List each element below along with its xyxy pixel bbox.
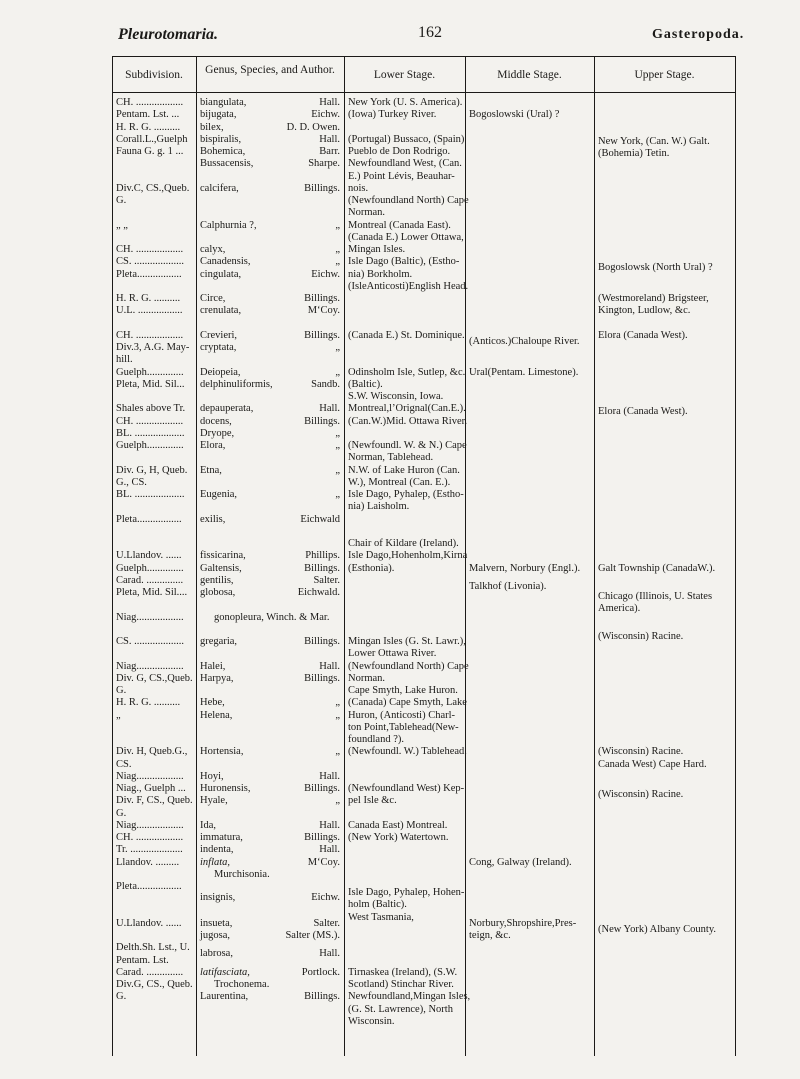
subdivision-entry: Niag.................. <box>116 611 184 623</box>
middle-stage-entry: Talkhof (Livonia). <box>469 580 547 592</box>
species-name: exilis, <box>200 513 226 525</box>
middle-stage-entry: Norbury,Shropshire,Pres- <box>469 917 577 929</box>
lower-stage-entry: (Newfoundl. W.) Tablehead. <box>348 746 467 758</box>
page-header <box>0 0 800 56</box>
species-entry <box>200 109 340 121</box>
lower-stage-entry: (Newfoundland North) Cape <box>348 195 469 206</box>
species-entry <box>200 183 340 195</box>
subdivision-entry: U.L. ................. <box>116 305 183 317</box>
lower-stage-entry: (Can.W.)Mid. Ottawa River. <box>348 415 468 427</box>
lower-stage-entry: S.W. Wisconsin, Iowa. <box>348 391 444 402</box>
subdivision-entry: G. <box>116 685 127 696</box>
table-left-rule <box>112 56 113 1056</box>
subdivision-entry: Pleta................. <box>116 268 182 280</box>
subdivision-entry: Niag.................. <box>116 819 184 831</box>
species-author: Hall. <box>319 660 340 672</box>
species-author: Billings. <box>304 562 340 574</box>
subdivision-entry: „ <box>116 709 121 721</box>
subdivision-entry: H. R. G. .......... <box>116 697 181 709</box>
species-entry <box>200 844 340 856</box>
species-table <box>112 56 736 1056</box>
subdivision-entry: Pleta................. <box>116 513 182 525</box>
subdivision-entry: Pentam. Lst. ... <box>116 109 180 121</box>
species-entry <box>200 832 340 844</box>
species-entry <box>200 869 340 881</box>
species-name: Hortensia, <box>200 746 244 758</box>
species-entry <box>200 636 340 648</box>
species-entry <box>200 122 340 134</box>
species-name: Bohemica, <box>200 146 246 157</box>
lower-stage-entry: (Newfoundland West) Kep- <box>348 783 465 794</box>
species-author: „ <box>335 464 340 476</box>
lower-stage-entry: Cape Smyth, Lake Huron. <box>348 685 458 696</box>
lower-stage-entry: Wisconsin. <box>348 1015 395 1027</box>
species-entry <box>200 612 340 624</box>
species-entry <box>200 489 340 501</box>
species-author: „ <box>335 256 340 268</box>
species-name: inflata, <box>200 856 231 868</box>
upper-stage-entry: Elora (Canada West). <box>598 405 688 417</box>
upper-stage-entry: Canada West) Cape Hard. <box>598 758 707 770</box>
species-entry <box>200 146 340 158</box>
species-entry <box>200 305 340 317</box>
species-name: latifasciata, <box>200 966 250 978</box>
lower-stage-entry: (Baltic). <box>348 378 383 390</box>
species-entry <box>200 465 340 477</box>
subdivision-entry: Div. G, H, Queb. <box>116 464 188 476</box>
species-entry <box>200 428 340 440</box>
species-name: Halei, <box>200 660 226 672</box>
species-author: Phillips. <box>305 550 340 562</box>
col-rule-2 <box>344 56 345 1056</box>
subdivision-entry: CH. .................. <box>116 97 184 108</box>
col-rule-1 <box>196 56 197 1056</box>
lower-stage-entry: (Portugal) Bussaco, (Spain) <box>348 133 465 145</box>
species-entry <box>200 220 340 232</box>
species-entry <box>200 379 340 391</box>
subdivision-entry: BL. ................... <box>116 489 185 500</box>
lower-stage-entry: (IsleAnticosti)English Head. <box>348 280 469 292</box>
upper-stage-entry: (Wisconsin) Racine. <box>598 746 684 758</box>
lower-stage-entry: pel Isle &c. <box>348 795 397 807</box>
species-author: „ <box>335 366 340 378</box>
lower-stage-entry: nia) Borkholm. <box>348 268 413 280</box>
lower-stage-entry: (Iowa) Turkey River. <box>348 109 437 121</box>
species-author: Eichw. <box>311 892 340 904</box>
species-entry <box>200 269 340 281</box>
species-author: Billings. <box>304 991 340 1003</box>
lower-stage-entry: N.W. of Lake Huron (Can. <box>348 464 460 476</box>
species-name: Hebe, <box>200 697 225 709</box>
subdivision-entry: G., CS. <box>116 476 147 488</box>
upper-stage-entry: New York, (Can. W.) Galt. <box>598 136 710 148</box>
table-right-rule <box>735 56 736 1056</box>
species-author: Salter (MS.). <box>285 930 340 941</box>
species-entry <box>200 771 340 783</box>
species-entry <box>200 575 340 587</box>
lower-stage-entry: West Tasmania, <box>348 911 414 923</box>
species-author: Billings. <box>304 182 340 194</box>
subdivision-entry: „ „ <box>116 219 128 231</box>
lower-stage-entry: Lower Ottawa River. <box>348 648 437 660</box>
subdivision-entry: CH. .................. <box>116 832 184 843</box>
species-name: Eugenia, <box>200 489 238 500</box>
lower-stage-entry: Chair of Kildare (Ireland). <box>348 538 459 549</box>
species-author: „ <box>335 342 340 353</box>
species-entry <box>200 416 340 428</box>
species-entry <box>200 979 340 991</box>
species-author: Hall. <box>319 403 340 415</box>
species-author: „ <box>335 709 340 721</box>
subdivision-entry: Carad. .............. <box>116 966 184 978</box>
lower-stage-entry: (New York) Watertown. <box>348 832 449 843</box>
species-entry <box>200 342 340 354</box>
lower-stage-entry: Isle Dago (Baltic), (Estho- <box>348 256 460 268</box>
lower-stage-entry: Newfoundland West, (Can. <box>348 158 462 170</box>
species-entry <box>200 440 340 452</box>
species-entry <box>200 97 340 109</box>
species-author: „ <box>335 244 340 255</box>
lower-stage-entry: (Canada E.) St. Dominique. <box>348 329 465 341</box>
col-header-middle: Middle Stage. <box>497 69 562 81</box>
upper-stage-entry: (Wisconsin) Racine. <box>598 789 684 801</box>
lower-stage-entry: Tirnaskea (Ireland), (S.W. <box>348 966 458 978</box>
upper-stage-entry: (Westmoreland) Brigsteer, <box>598 293 709 304</box>
species-name: cryptata, <box>200 342 237 353</box>
species-author: M‘Coy. <box>307 305 340 317</box>
lower-stage-entry: Isle Dago,Hohenholm,Kirna <box>348 550 468 562</box>
species-entry <box>200 330 340 342</box>
subdivision-entry: Tr. .................... <box>116 844 183 856</box>
subdivision-entry: CH. .................. <box>116 329 184 341</box>
species-author: Barr. <box>319 146 340 157</box>
species-entry <box>200 783 340 795</box>
lower-stage-entry: Norman. <box>348 672 386 684</box>
species-name: labrosa, <box>200 948 233 960</box>
middle-stage-entry: Cong, Galway (Ireland). <box>469 856 572 868</box>
species-entry <box>200 991 340 1003</box>
page-number: 162 <box>418 24 442 41</box>
species-name: docens, <box>200 415 232 427</box>
species-author: Billings. <box>304 636 340 647</box>
species-entry <box>200 403 340 415</box>
species-entry <box>200 256 340 268</box>
species-name: bilex, <box>200 121 224 133</box>
subdivision-entry: Guelph.............. <box>116 562 184 574</box>
species-entry <box>200 550 340 562</box>
subdivision-entry: Niag.................. <box>116 770 184 782</box>
subdivision-entry: Div.3, A.G. May- <box>116 342 190 353</box>
col-header-upper: Upper Stage. <box>634 69 695 81</box>
subdivision-entry: CS. ................... <box>116 636 184 647</box>
species-name: fissicarina, <box>200 550 246 562</box>
species-author: Sharpe. <box>308 158 340 170</box>
subdivision-entry: CH. .................. <box>116 415 184 427</box>
species-name: Ida, <box>200 819 217 831</box>
subdivision-entry: CH. .................. <box>116 244 184 255</box>
species-entry <box>200 930 340 942</box>
middle-stage-entry: (Anticos.)Chaloupe River. <box>469 335 580 347</box>
upper-stage-entry: Kington, Ludlow, &c. <box>598 305 691 317</box>
species-entry <box>200 710 340 722</box>
upper-stage-entry: (New York) Albany County. <box>598 923 717 935</box>
species-name: indenta, <box>200 844 234 856</box>
col-header-subdivision: Subdivision. <box>125 69 183 81</box>
species-entry <box>200 661 340 673</box>
subdivision-entry: Corall.L.,Guelph <box>116 133 188 145</box>
subdivision-entry: Niag., Guelph ... <box>116 783 186 794</box>
species-entry <box>200 673 340 685</box>
subdivision-entry: Niag.................. <box>116 660 184 672</box>
species-author: „ <box>335 440 340 451</box>
species-entry <box>200 697 340 709</box>
species-name: insueta, <box>200 917 233 929</box>
lower-stage-entry: (Newfoundland North) Cape <box>348 660 469 672</box>
subdivision-entry: Div. G, CS.,Queb. <box>116 672 193 684</box>
species-author: „ <box>335 697 340 709</box>
subdivision-entry: H. R. G. .......... <box>116 293 181 304</box>
species-name: gonopleura, Winch. & Mar. <box>214 611 330 623</box>
lower-stage-entry: Norman, Tablehead. <box>348 452 434 464</box>
species-name: Calphurnia ?, <box>200 219 257 231</box>
lower-stage-entry: foundland ?). <box>348 734 404 745</box>
species-entry <box>200 563 340 575</box>
species-name: biangulata, <box>200 97 247 108</box>
subdivision-entry: Div.C, CS.,Queb. <box>116 182 190 194</box>
subdivision-entry: CS. <box>116 758 132 770</box>
lower-stage-entry: (Esthonia). <box>348 562 395 574</box>
species-author: „ <box>335 219 340 231</box>
species-name: Hyale, <box>200 795 228 807</box>
species-author: „ <box>335 427 340 439</box>
lower-stage-entry: Mingan Isles. <box>348 244 406 255</box>
lower-stage-entry: Isle Dago, Pyhalep, Hohen- <box>348 887 465 899</box>
subdivision-entry: U.Llandov. ...... <box>116 550 182 562</box>
subdivision-entry: Fauna G. g. 1 ... <box>116 146 184 157</box>
species-author: Billings. <box>304 783 340 794</box>
upper-stage-entry: Chicago (Illinois, U. States <box>598 590 713 602</box>
species-name: Galtensis, <box>200 562 242 574</box>
lower-stage-entry: Canada East) Montreal. <box>348 819 448 831</box>
species-name: calyx, <box>200 244 226 255</box>
subdivision-entry: Div. F, CS., Queb. <box>116 795 193 807</box>
species-name: calcifera, <box>200 182 239 194</box>
subdivision-entry: Div. H, Queb.G., <box>116 746 188 758</box>
subdivision-entry: Guelph.............. <box>116 440 184 451</box>
upper-stage-entry: Bogoslowsk (North Ural) ? <box>598 262 713 274</box>
species-name: Helena, <box>200 709 233 721</box>
species-name: Elora, <box>200 440 226 451</box>
subdivision-entry: G. <box>116 991 127 1003</box>
species-author: Hall. <box>319 770 340 782</box>
species-name: globosa, <box>200 587 236 598</box>
species-name: Canadensis, <box>200 256 251 268</box>
running-title: Pleurotomaria. <box>118 26 219 43</box>
species-name: jugosa, <box>200 930 231 941</box>
subdivision-entry: BL. ................... <box>116 427 185 439</box>
species-entry <box>200 293 340 305</box>
subdivision-entry: Pleta, Mid. Sil.... <box>116 587 188 598</box>
species-entry <box>200 134 340 146</box>
species-name: Harpya, <box>200 672 234 684</box>
species-author: Portlock. <box>301 966 340 978</box>
subdivision-entry: G. <box>116 807 127 819</box>
middle-stage-entry: Bogoslowski (Ural) ? <box>469 109 560 121</box>
species-author: „ <box>335 746 340 758</box>
species-name: Crevieri, <box>200 329 238 341</box>
species-entry <box>200 967 340 979</box>
lower-stage-entry: Montreal,l’Orignal(Can.E.). <box>348 403 466 415</box>
col-rule-4 <box>594 56 595 1056</box>
species-entry <box>200 795 340 807</box>
species-author: Hall. <box>319 844 340 856</box>
lower-stage-entry: Scotland) Stinchar River. <box>348 979 454 990</box>
species-author: Hall. <box>319 948 340 960</box>
lower-stage-entry: (Newfoundl. W. & N.) Cape <box>348 440 467 451</box>
subdivision-entry: Delth.Sh. Lst., U. <box>116 942 190 954</box>
species-entry <box>200 514 340 526</box>
species-author: Billings. <box>304 415 340 427</box>
upper-stage-entry: America). <box>598 602 641 614</box>
species-author: Eichwald. <box>297 587 340 598</box>
species-entry <box>200 746 340 758</box>
middle-stage-entry: teign, &c. <box>469 930 511 941</box>
species-name: delphinuliformis, <box>200 378 273 390</box>
species-name: insignis, <box>200 892 236 904</box>
upper-stage-entry: Elora (Canada West). <box>598 329 688 341</box>
species-author: Sandb. <box>311 378 340 390</box>
species-name: gentilis, <box>200 574 234 586</box>
subdivision-entry: U.Llandov. ...... <box>116 917 182 929</box>
species-entry <box>200 892 340 904</box>
species-author: Salter. <box>313 574 340 586</box>
upper-stage-entry: (Wisconsin) Racine. <box>598 631 684 643</box>
lower-stage-entry: (Canada E.) Lower Ottawa, <box>348 231 464 243</box>
subdivision-entry: Guelph.............. <box>116 366 184 378</box>
subdivision-entry: Pentam. Lst. <box>116 954 169 966</box>
lower-stage-entry: (Canada) Cape Smyth, Lake <box>348 697 467 709</box>
species-entry <box>200 857 340 869</box>
subdivision-entry: CS. ................... <box>116 256 184 268</box>
lower-stage-entry: Montreal (Canada East). <box>348 219 451 231</box>
lower-stage-entry: Pueblo de Don Rodrigo. <box>348 146 451 157</box>
subdivision-entry: Pleta................. <box>116 881 182 892</box>
lower-stage-entry: Mingan Isles (G. St. Lawr.), <box>348 636 466 647</box>
species-author: Hall. <box>319 97 340 108</box>
species-name: immatura, <box>200 832 243 843</box>
species-author: Eichwald <box>300 513 340 525</box>
upper-stage-entry: Galt Township (CanadaW.). <box>598 562 716 574</box>
species-entry <box>200 158 340 170</box>
header-rule <box>112 92 736 93</box>
subdivision-entry: Llandov. ......... <box>116 856 180 868</box>
species-author: M‘Coy. <box>307 856 340 868</box>
species-author: „ <box>335 795 340 807</box>
table-top-rule <box>112 56 736 57</box>
subdivision-entry: G. <box>116 195 127 206</box>
species-author: Eichw. <box>311 268 340 280</box>
species-name: gregaria, <box>200 636 238 647</box>
species-name: Etna, <box>200 464 222 476</box>
species-name: Huronensis, <box>200 783 251 794</box>
species-entry <box>200 820 340 832</box>
subdivision-entry: Pleta, Mid. Sil... <box>116 378 185 390</box>
subdivision-entry: Div.G, CS., Queb. <box>116 979 193 990</box>
lower-stage-entry: nois. <box>348 182 369 194</box>
species-author: Billings. <box>304 293 340 304</box>
species-name: depauperata, <box>200 403 254 415</box>
species-author: Hall. <box>319 133 340 145</box>
upper-stage-entry: (Bohemia) Tetin. <box>598 148 670 160</box>
species-name: crenulata, <box>200 305 242 317</box>
species-name: Laurentina, <box>200 991 249 1003</box>
lower-stage-entry: New York (U. S. America). <box>348 97 463 108</box>
species-author: D. D. Owen. <box>286 121 340 133</box>
middle-stage-entry: Malvern, Norbury (Engl.). <box>469 562 581 574</box>
section-title: Gasteropoda. <box>652 27 745 42</box>
species-author: Eichw. <box>311 109 340 121</box>
lower-stage-entry: nia) Laisholm. <box>348 501 410 513</box>
lower-stage-entry: Isle Dago, Pyhalep, (Estho- <box>348 489 464 500</box>
lower-stage-entry: Newfoundland,Mingan Isles, <box>348 991 471 1003</box>
lower-stage-entry: (G. St. Lawrence), North <box>348 1003 453 1015</box>
species-entry <box>200 948 340 960</box>
species-entry <box>200 587 340 599</box>
col-header-lower: Lower Stage. <box>373 69 436 81</box>
species-author: Hall. <box>319 819 340 831</box>
species-name: Circe, <box>200 293 226 304</box>
species-author: Billings. <box>304 832 340 843</box>
species-name: Trochonema. <box>214 979 270 990</box>
subdivision-entry: Shales above Tr. <box>116 403 186 415</box>
species-entry <box>200 244 340 256</box>
species-name: Murchisonia. <box>214 868 270 880</box>
species-entry <box>200 918 340 930</box>
subdivision-entry: hill. <box>116 354 133 366</box>
species-name: Bussacensis, <box>200 158 254 170</box>
lower-stage-entry: holm (Baltic). <box>348 899 407 911</box>
species-author: „ <box>335 489 340 500</box>
species-author: Billings. <box>304 329 340 341</box>
middle-stage-entry: Ural(Pentam. Limestone). <box>469 366 579 378</box>
subdivision-entry: H. R. G. .......... <box>116 121 181 133</box>
species-name: Hoyi, <box>200 770 224 782</box>
lower-stage-entry: Huron, (Anticosti) Charl- <box>348 709 456 721</box>
species-name: Deiopeia, <box>200 366 241 378</box>
species-name: bijugata, <box>200 109 237 121</box>
species-author: Salter. <box>313 917 340 929</box>
lower-stage-entry: Norman. <box>348 207 386 219</box>
species-entry <box>200 367 340 379</box>
lower-stage-entry: ton Point,Tablehead(New- <box>348 721 459 733</box>
species-author: Billings. <box>304 672 340 684</box>
lower-stage-entry: W.), Montreal (Can. E.). <box>348 476 451 488</box>
species-name: Dryope, <box>200 427 235 439</box>
subdivision-entry: Carad. .............. <box>116 574 184 586</box>
lower-stage-entry: E.) Point Lévis, Beauhar- <box>348 170 455 182</box>
col-header-genus: Genus, Species, and Author. <box>205 64 335 76</box>
lower-stage-entry: Odinsholm Isle, Sutlep, &c. <box>348 366 466 378</box>
species-name: cingulata, <box>200 268 242 280</box>
species-name: bispiralis, <box>200 133 242 145</box>
